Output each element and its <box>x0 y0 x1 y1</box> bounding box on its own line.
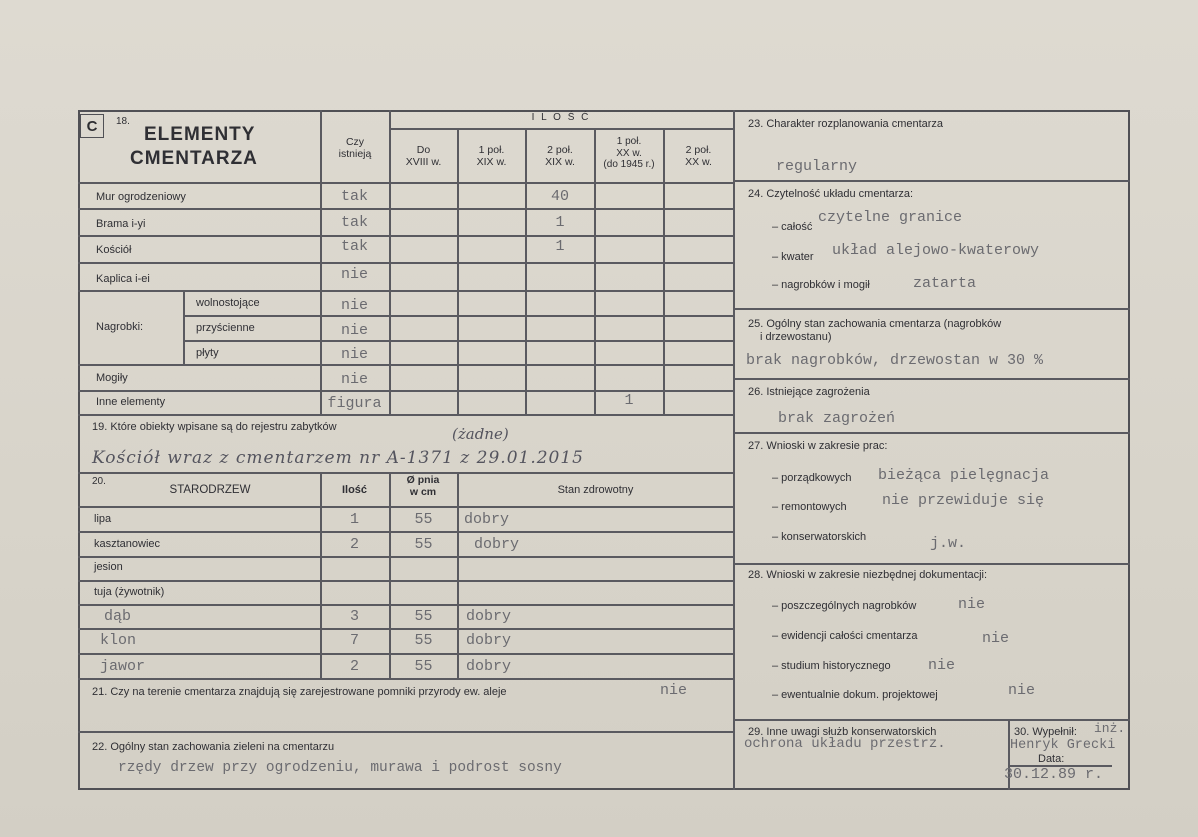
col-ilosc-label: I L O Ś Ć <box>531 112 591 123</box>
sec28-item-value: nie <box>958 596 986 613</box>
divider <box>78 414 733 416</box>
tree-health: dobry <box>474 536 520 553</box>
tree-health: dobry <box>466 658 512 675</box>
tree-health: dobry <box>464 511 510 528</box>
divider <box>457 472 459 678</box>
sec27-item-label: – konserwatorskich <box>772 531 867 543</box>
gate-2xix: 1 <box>555 214 565 231</box>
sec24-item-label: – kwater <box>772 251 814 263</box>
tree-name: kasztanowiec <box>94 538 161 550</box>
wall-mounted-exists: nie <box>340 322 368 339</box>
divider <box>78 653 733 655</box>
sec25-label-1: 25. Ogólny stan zachowania cmentarza (nagrobków <box>748 318 1002 330</box>
divider <box>733 563 1130 565</box>
divider <box>733 110 735 790</box>
sec28-item-label: – studium historycznego <box>772 660 891 672</box>
sec28-item-value: nie <box>928 657 956 674</box>
divider <box>733 308 1130 310</box>
sec23-label: 23. Charakter rozplanowania cmentarza <box>748 118 944 130</box>
divider <box>78 208 733 210</box>
tree-name: jesion <box>94 561 123 573</box>
divider <box>1008 765 1112 767</box>
col-2xx-label: 2 poł. XX w. <box>685 144 712 169</box>
divider <box>78 235 733 237</box>
row-label-wall-mounted: przyścienne <box>196 322 255 334</box>
sec23-value: regularny <box>776 158 858 175</box>
sec21-label: 21. Czy na terenie cmentarza znajdują się zarejestrowane pomniki przyrody ew. aleje <box>92 686 507 698</box>
sec20-col-qty: Ilość <box>341 484 368 496</box>
sec22-value: rzędy drzew przy ogrodzeniu, murawa i podrost sosny <box>118 760 562 776</box>
sec20-title: STARODRZEW <box>169 484 251 496</box>
row-label-graves: Nagrobki: <box>96 321 144 333</box>
tree-diam: 55 <box>414 632 433 649</box>
tree-diam: 55 <box>414 658 433 675</box>
tree-qty: 3 <box>349 608 359 625</box>
tree-name: lipa <box>94 513 112 525</box>
other-exists: figura <box>327 395 382 412</box>
sec27-item-value: nie przewiduje się <box>882 492 1045 509</box>
sec28-item-value: nie <box>982 630 1010 647</box>
divider <box>733 432 1130 434</box>
sec30-label: 30. Wypełnił: <box>1014 726 1077 738</box>
sec21-value: nie <box>660 682 688 699</box>
divider <box>78 678 733 680</box>
divider <box>78 556 733 558</box>
tree-health: dobry <box>466 608 512 625</box>
row-label-mounds: Mogiły <box>96 372 128 384</box>
divider <box>78 182 733 184</box>
col-exists-label: Czy istnieją <box>338 136 372 161</box>
row-label-gate: Brama i-yi <box>96 218 146 230</box>
sec28-item-label: – ewidencji całości cmentarza <box>772 630 918 642</box>
gate-exists: tak <box>340 214 368 231</box>
chapel-exists: nie <box>340 266 368 283</box>
row-label-chapel: Kaplica i-ei <box>96 273 150 285</box>
divider <box>663 128 665 414</box>
tree-qty: 2 <box>349 658 359 675</box>
sec18-title-2: CMENTARZA <box>130 148 258 169</box>
tree-name: dąb <box>104 608 132 625</box>
sec30-date-label: Data: <box>1038 753 1065 765</box>
sec29-label: 29. Inne uwagi służb konserwatorskich <box>748 726 937 738</box>
divider <box>183 290 185 364</box>
sec28-label: 28. Wnioski w zakresie niezbędnej dokumentacji: <box>748 569 988 581</box>
row-label-other: Inne elementy <box>96 396 166 408</box>
sec27-item-value: j.w. <box>930 535 967 552</box>
sec24-item-label: – nagrobków i mogił <box>772 279 870 291</box>
divider <box>594 128 596 414</box>
tree-name: klon <box>100 632 137 649</box>
divider <box>525 128 527 414</box>
tree-name: jawor <box>100 658 146 675</box>
row-label-church: Kościół <box>96 244 132 256</box>
tree-name: tuja (żywotnik) <box>94 586 165 598</box>
other-1xx: 1 <box>624 392 634 409</box>
sec18-title-1: ELEMENTY <box>144 124 256 145</box>
sec27-item-value: bieżąca pielęgnacja <box>878 467 1050 484</box>
col-2xix-label: 2 poł. XIX w. <box>545 144 575 169</box>
sec22-label: 22. Ogólny stan zachowania zieleni na cmentarzu <box>92 741 335 753</box>
divider <box>78 604 733 606</box>
sec24-item-label: – całość <box>772 221 813 233</box>
divider <box>78 731 733 733</box>
divider <box>183 315 733 317</box>
sec30-date: 30.12.89 r. <box>1004 766 1104 783</box>
divider <box>78 262 733 264</box>
divider <box>733 378 1130 380</box>
sec19-handwritten-none: (żadne) <box>452 425 509 443</box>
col-1xix-label: 1 poł. XIX w. <box>476 144 507 169</box>
sec29-value: ochrona układu przestrz. <box>744 736 946 752</box>
slabs-exists: nie <box>340 346 368 363</box>
sec25-value: brak nagrobków, drzewostan w 30 % <box>746 352 1044 369</box>
sec28-item-label: – ewentualnie dokum. projektowej <box>772 689 938 701</box>
divider <box>78 531 733 533</box>
row-label-slabs: płyty <box>196 347 219 359</box>
mounds-exists: nie <box>340 371 368 388</box>
tree-diam: 55 <box>414 608 433 625</box>
divider <box>78 290 733 292</box>
church-2xix: 1 <box>555 238 565 255</box>
sec19-handwritten-entry: Kościół wraz z cmentarzem nr A-1371 z 29.01.2015 <box>92 448 584 468</box>
divider <box>733 180 1130 182</box>
wall-exists: tak <box>340 188 368 205</box>
divider <box>733 719 1130 721</box>
sec25-label-2: i drzewostanu) <box>760 331 832 343</box>
sec30-name-prefix: inż. <box>1094 721 1126 736</box>
col-xviii-label: Do XVIII w. <box>405 144 442 169</box>
sec28-item-value: nie <box>1008 682 1036 699</box>
tree-health: dobry <box>466 632 512 649</box>
sec20-number: 20. <box>92 476 106 487</box>
sec26-label: 26. Istniejące zagrożenia <box>748 386 870 398</box>
tree-qty: 2 <box>349 536 359 553</box>
church-exists: tak <box>340 238 368 255</box>
sec24-item-value: zatarta <box>913 275 977 292</box>
divider <box>183 340 733 342</box>
divider <box>78 364 733 366</box>
wall-2xix: 40 <box>550 188 569 205</box>
sec28-item-label: – poszczególnych nagrobków <box>772 600 917 612</box>
sec26-value: brak zagrożeń <box>778 410 896 427</box>
tree-diam: 55 <box>414 511 433 528</box>
sec20-col-health: Stan zdrowotny <box>557 484 634 496</box>
divider <box>389 128 733 130</box>
sec27-item-label: – porządkowych <box>772 472 852 484</box>
sec18-number: 18. <box>116 116 130 127</box>
sec27-label: 27. Wnioski w zakresie prac: <box>748 440 888 452</box>
sec27-item-label: – remontowych <box>772 501 847 513</box>
divider <box>457 128 459 414</box>
col-1xx-label: 1 poł. XX w. (do 1945 r.) <box>603 136 655 170</box>
tree-diam: 55 <box>414 536 433 553</box>
divider <box>78 580 733 582</box>
sec30-name: Henryk Grecki <box>1010 738 1116 753</box>
sec24-item-value: czytelne granice <box>818 209 963 226</box>
divider <box>78 628 733 630</box>
divider <box>78 506 733 508</box>
sec24-item-value: układ alejowo-kwaterowy <box>832 242 1040 259</box>
row-label-freestanding: wolnostojące <box>196 297 260 309</box>
row-label-wall: Mur ogrodzeniowy <box>96 191 186 203</box>
tree-qty: 1 <box>349 511 359 528</box>
section-letter-box: C <box>80 114 104 138</box>
tree-qty: 7 <box>349 632 359 649</box>
freestanding-exists: nie <box>340 297 368 314</box>
sec24-label: 24. Czytelność układu cmentarza: <box>748 188 914 200</box>
sec20-col-diam: Ø pnia w cm <box>406 474 440 499</box>
sec19-label: 19. Które obiekty wpisane są do rejestru zabytków <box>92 421 337 433</box>
